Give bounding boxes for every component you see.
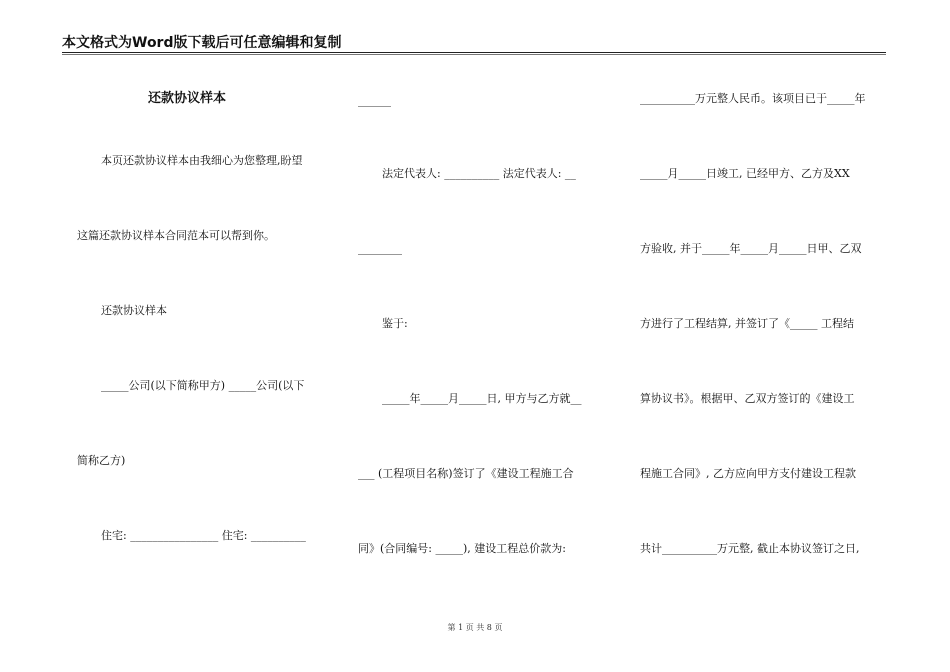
paragraph-line: 程施工合同》, 乙方应向甲方支付建设工程款 — [640, 467, 856, 480]
paragraph-line: 方验收, 并于_____年_____月_____日甲、乙双 — [640, 242, 862, 255]
header-divider-secondary — [62, 54, 886, 55]
paragraph-line: __________万元整人民币。该项目已于_____年 — [640, 92, 866, 105]
paragraph-line: 简称乙方) — [77, 454, 126, 467]
paragraph-line: ______ — [358, 94, 391, 107]
page-number: 第 1 页 共 8 页 — [447, 623, 503, 632]
paragraph-line: ________ — [358, 242, 402, 255]
paragraph-line: 同》(合同编号: _____), 建设工程总价款为: — [358, 542, 566, 555]
header-divider — [62, 52, 886, 53]
paragraph-line: _____月_____日竣工, 已经甲方、乙方及XX — [640, 167, 850, 180]
paragraph-line: 方进行了工程结算, 并签订了《_____ 工程结 — [640, 317, 854, 330]
paragraph-line: 这篇还款协议样本合同范本可以帮到你。 — [77, 229, 275, 242]
paragraph-line: 算协议书》。根据甲、乙双方签订的《建设工 — [640, 392, 855, 405]
document-header: 本文格式为Word版下载后可任意编辑和复制 — [62, 35, 342, 51]
document-title: 还款协议样本 — [148, 91, 227, 106]
paragraph-line: ___ (工程项目名称)签订了《建设工程施工合 — [358, 467, 574, 480]
paragraph-line: 法定代表人: __________ 法定代表人: __ — [382, 167, 576, 180]
paragraph-line: _____年_____月_____日, 甲方与乙方就__ — [382, 392, 582, 405]
paragraph-line: 住宅: ________________ 住宅: __________ — [101, 529, 306, 542]
section-heading: 还款协议样本 — [101, 304, 167, 317]
paragraph-line: 本页还款协议样本由我细心为您整理,盼望 — [101, 154, 303, 167]
paragraph-line: 共计__________万元整, 截止本协议签订之日, — [640, 542, 860, 555]
paragraph-line: 鉴于: — [382, 317, 408, 330]
paragraph-line: _____公司(以下简称甲方) _____公司(以下 — [101, 379, 305, 392]
